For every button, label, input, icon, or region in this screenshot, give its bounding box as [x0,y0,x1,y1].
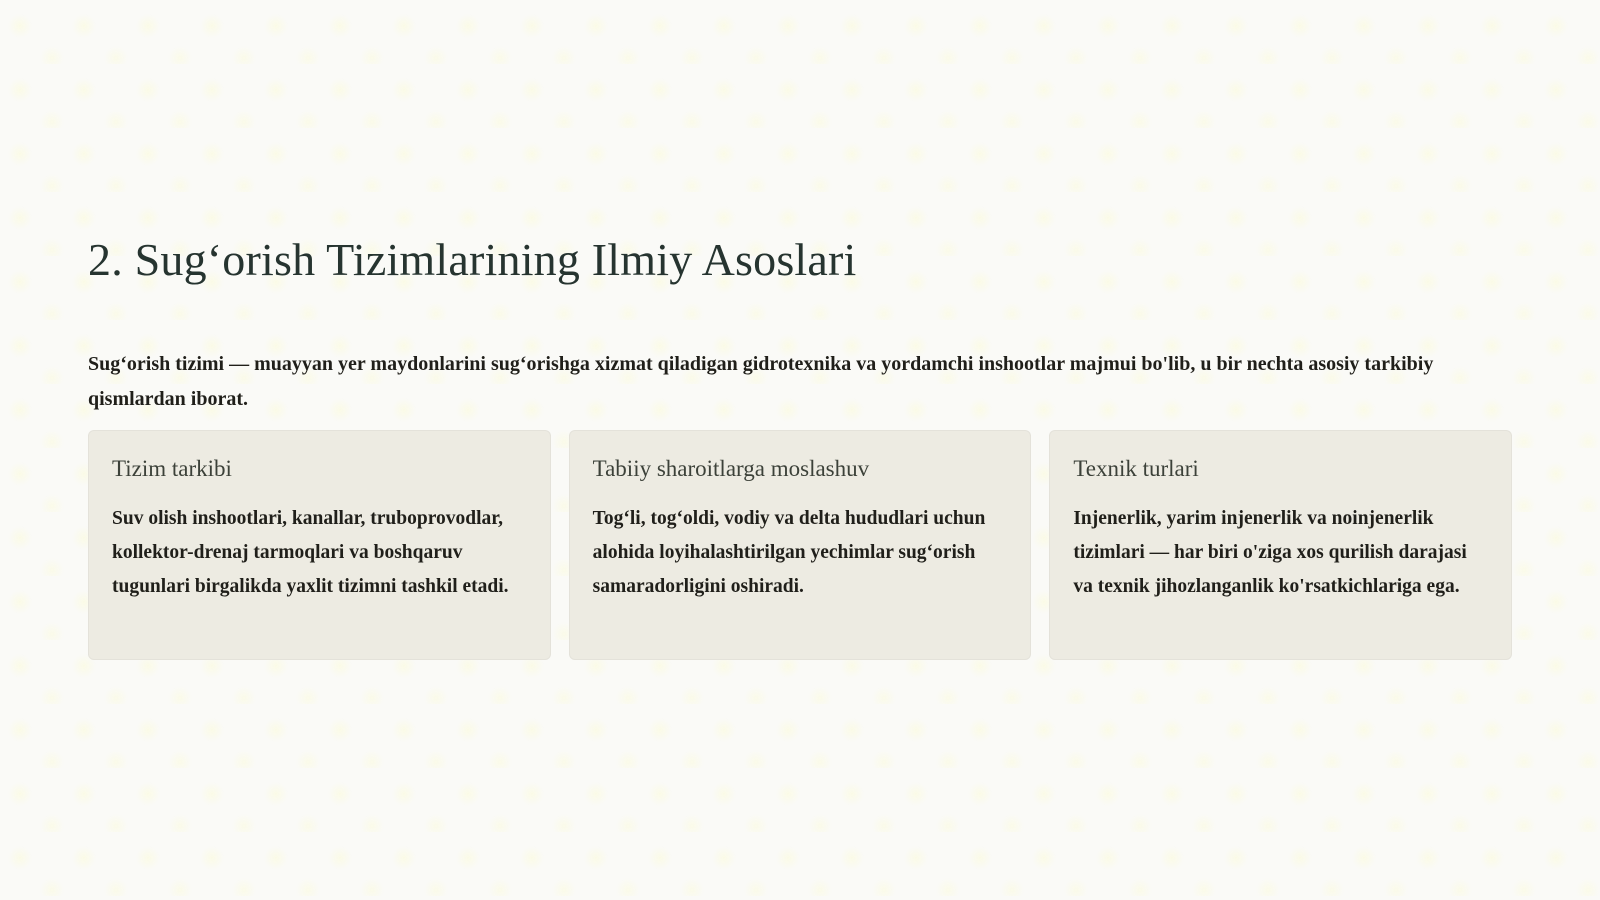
card-heading: Tizim tarkibi [112,456,232,481]
card-tizim-tarkibi [88,430,551,660]
card-body-text: Togʻli, togʻoldi, vodiy va delta hududlari uchun alohida loyihalashtirilgan yechimlar sugʻorish samaradorligini oshiradi. [592,508,986,597]
card-tabiiy-sharoitlarga-moslashuv [569,430,1032,660]
slide-content [88,0,1512,900]
intro-paragraph: Sugʻorish tizimi — muayyan yer maydonlarini sugʻorishga xizmat qiladigan gidrotexnika va yordamchi inshootlar majmui bo'lib, u bir nechta asosiy tarkibiy qismlardan iborat. [88,353,1434,410]
card-body-text: Suv olish inshootlari, kanallar, truboprovodlar, kollektor-drenaj tarmoqlari va boshqaruv tugunlari birgalikda yaxlit tizimni tashkil etadi. [112,508,509,597]
card-heading: Texnik turlari [1073,456,1199,481]
card-body-text: Injenerlik, yarim injenerlik va noinjenerlik tizimlari — har biri o'ziga xos qurilish darajasi va texnik jihozlanganlik ko'rsatkichlariga ega. [1073,508,1467,597]
cards-row [88,430,1512,660]
card-heading: Tabiiy sharoitlarga moslashuv [592,456,870,481]
card-texnik-turlari [1049,430,1512,660]
page-title: 2. Sugʻorish Tizimlarining Ilmiy Asoslari [88,234,857,285]
